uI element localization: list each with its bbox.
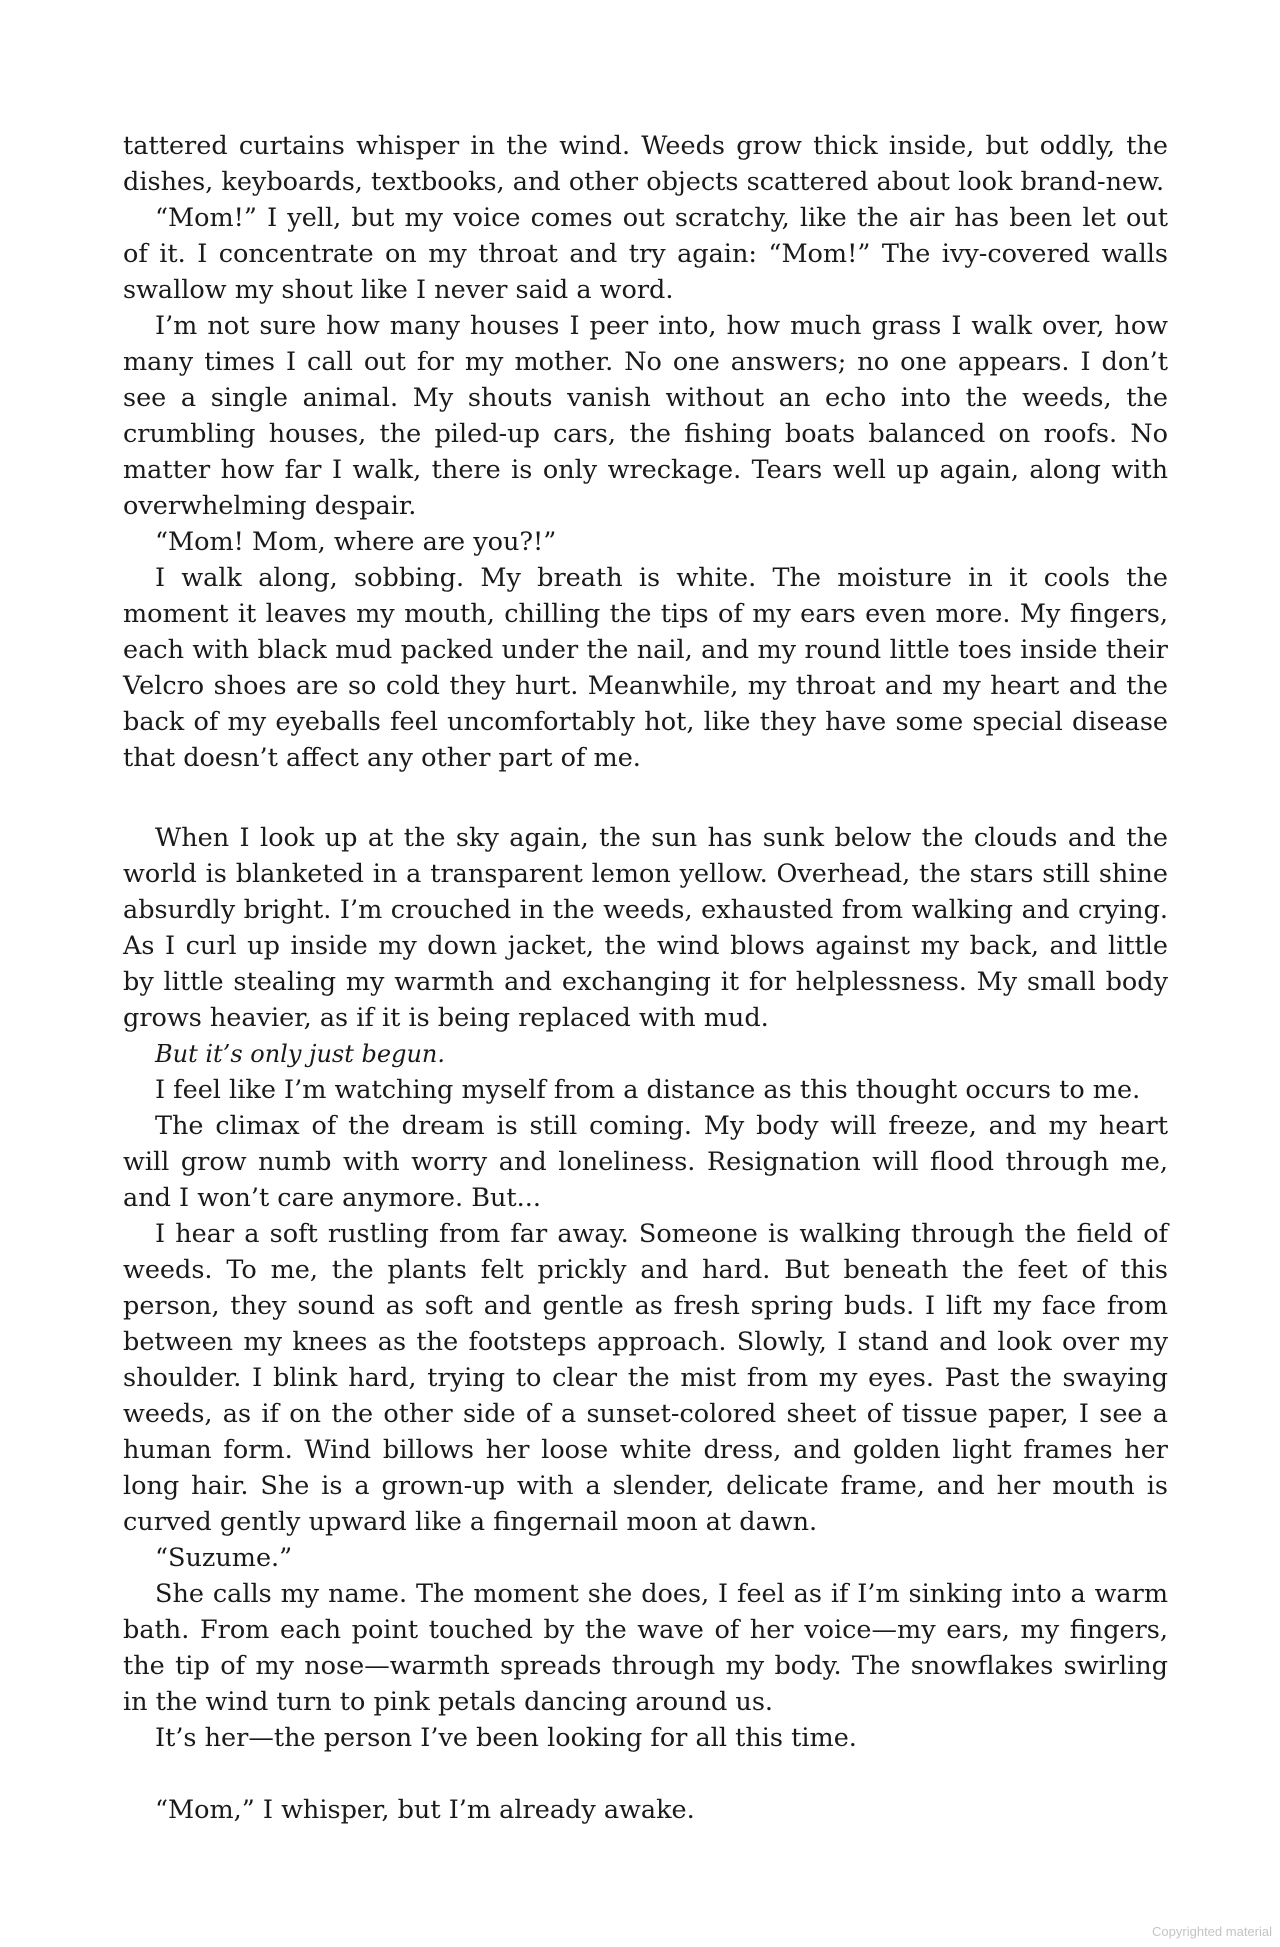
paragraph: I’m not sure how many houses I peer into, how much grass I walk over, how many times I call out for my mother. No one answers; no one appears. I don’t see a single animal. My shouts vanish without an echo into the weeds, the crumbling houses, the piled-up cars, the fishing boats balanced on roofs. No matter how far I walk, there is only wreckage. Tears well up again, along with overwhelming despair.	[123, 311, 1168, 521]
paragraph: tattered curtains whisper in the wind. Weeds grow thick inside, but oddly, the dishes, keyboards, textbooks, and other objects scattered about look brand-new.	[123, 131, 1168, 197]
book-page	[123, 128, 1168, 1828]
paragraph: It’s her—the person I’ve been looking for all this time.	[155, 1723, 857, 1753]
paragraph: When I look up at the sky again, the sun has sunk below the clouds and the world is blanketed in a transparent lemon yellow. Overhead, the stars still shine absurdly bright. I’m crouched in the weeds, exhausted from walking and crying. As I curl up inside my down jacket, the wind blows against my back, and little by little stealing my warmth and exchanging it for helplessness. My small body grows heavier, as if it is being replaced with mud.	[123, 823, 1168, 1033]
paragraph: I walk along, sobbing. My breath is white. The moisture in it cools the moment it leaves my mouth, chilling the tips of my ears even more. My fingers, each with black mud packed under the nail, and my round little toes inside their Velcro shoes are so cold they hurt. Meanwhile, my throat and my heart and the back of my eyeballs feel uncomfortably hot, like they have some special disease that doesn’t affect any other part of me.	[123, 563, 1168, 773]
paragraph: I hear a soft rustling from far away. Someone is walking through the field of weeds. To me, the plants felt prickly and hard. But beneath the feet of this person, they sound as soft and gentle as fresh spring buds. I lift my face from between my knees as the footsteps approach. Slowly, I stand and look over my shoulder. I blink hard, trying to clear the mist from my eyes. Past the swaying weeds, as if on the other side of a sunset-colored sheet of tissue paper, I see a human form. Wind billows her loose white dress, and golden light frames her long hair. She is a grown-up with a slender, delicate frame, and her mouth is curved gently upward like a fingernail moon at dawn.	[123, 1219, 1168, 1537]
italic-thought: But it’s only just begun.	[155, 1040, 445, 1068]
copyright-watermark: Copyrighted material	[1152, 1924, 1272, 1939]
paragraph: The climax of the dream is still coming. My body will freeze, and my heart will grow numb with worry and loneliness. Resignation will flood through me, and I won’t care anymore. But...	[123, 1111, 1168, 1213]
section-break	[123, 1756, 1168, 1792]
section-break	[123, 776, 1168, 820]
paragraph: “Mom!” I yell, but my voice comes out scratchy, like the air has been let out of it. I concentrate on my throat and try again: “Mom!” The ivy-covered walls swallow my shout like I never said a word.	[123, 203, 1168, 305]
paragraph: I feel like I’m watching myself from a distance as this thought occurs to me.	[155, 1075, 1141, 1105]
dialogue-line: “Suzume.”	[155, 1543, 293, 1573]
paragraph: She calls my name. The moment she does, I feel as if I’m sinking into a warm bath. From each point touched by the wave of her voice—my ears, my fingers, the tip of my nose—warmth spreads through my body. The snowflakes swirling in the wind turn to pink petals dancing around us.	[123, 1579, 1168, 1717]
dialogue-line: “Mom! Mom, where are you?!”	[155, 527, 557, 557]
closing-line: “Mom,” I whisper, but I’m already awake.	[155, 1795, 695, 1825]
